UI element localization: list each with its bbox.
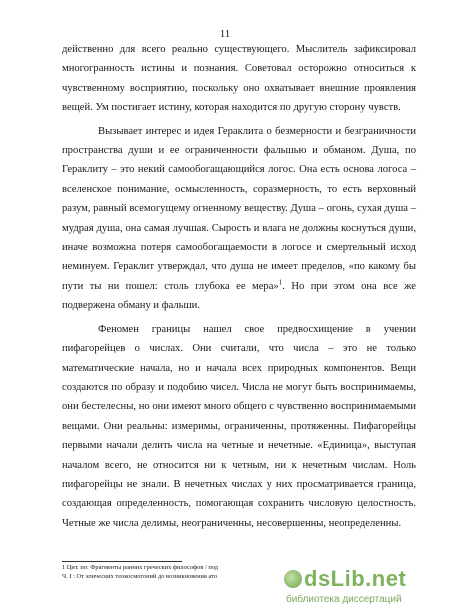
paragraph-1: действенно для всего реально существующего. Мыслитель зафиксировал многогранность истины и познания. Советовал осторожно относиться к чувственному восприятию, поскольку оно охватывает внешние проявления вещей. Ум постигает истину, которая находится по другую сторону чувств. [62,44,416,114]
footnote-line-1: 1 Цит. по: Фрагменты ранних греческих философов / под [62,564,219,571]
paragraph-3: Феномен границы нашел свое предвосхищение в учении пифагорейцев о числах. Они считали, что числа – это не только математические начала, но и начала всех природных компонентов. Вещи создаются по образу и подобию чисел. Числа не могут быть воспринимаемы, они бестелесны, но они имеют много общего с чувственно воспринимаемыми вещами. Они реальны: измеримы, ограниченны, протяженны. Пифагорейцы первыми начали делить числа на четные и нечетные. «Единица», выступая началом всего, не относится ни к четным, ни к нечетным числам. Ноль пифагорейцы не знали. В нечетных числах у них просматривается граница, создающая определенность, помогающая сохранить числовую целостность. Четные же числа делимы, неограниченны, несовершенны, неопределенны. [62,323,416,529]
footnote-line-2: Ч. I : От эпических теокосмогоний до возникновения ато [62,573,218,580]
paragraph-2 [62,122,416,316]
globe-icon [284,570,302,588]
footnotes [62,563,302,581]
dslib-caption: библиотека диссертаций [286,594,402,605]
paragraph-2-text: Вызывает интерес и идея Гераклита о безмерности и безграничности пространства души и ее ограниченности фальшью и обманом. Душа, по Гераклиту – это некий самообогащающийся логос. Она есть основа логоса – вселенское понимание, осмысленность, соразмерность, то есть верховный разум, равный всемогущему огненному веществу. Душа – огонь, сухая душа – мудрая душа, она самая лучшая. Сырость и влага не должны коснуться души, иначе возможна потеря самообогащаемости в логосе и смертельный исход неминуем. Гераклит утверждал, что душа не имеет пределов, «по какому бы пути ты ни пошел: столь глубока ее мера» [62,125,416,292]
footnote-divider [62,561,182,562]
paragraph-2-tail: . Но при этом она все же подвержена обману и фальши. [62,280,416,312]
dslib-watermark [284,566,434,608]
page-number: 11 [219,28,231,40]
body-text [62,40,416,533]
footnote-ref[interactable]: 1 [278,278,283,287]
dslib-logo [284,566,434,594]
dslib-logo-text: dsLib.net [304,566,407,591]
